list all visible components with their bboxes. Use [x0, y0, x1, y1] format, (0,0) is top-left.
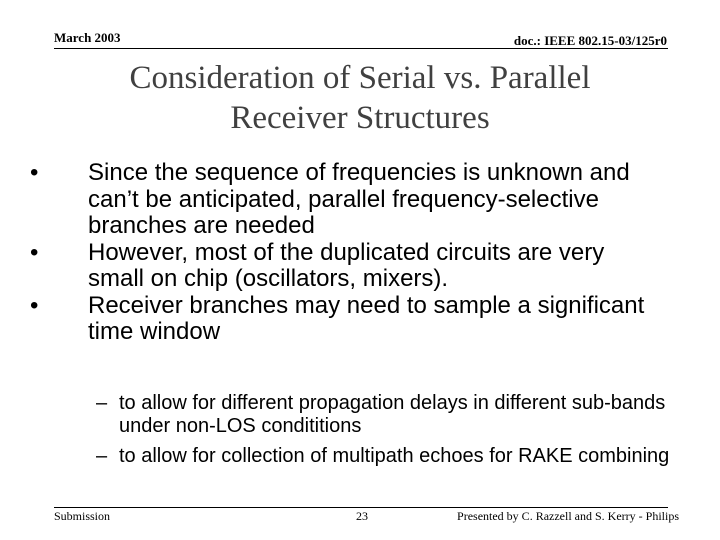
sub-bullet-item: [96, 392, 676, 437]
footer-submission: Submission: [54, 509, 111, 523]
sub-bullet-text: to allow for collection of multipath echoes for RAKE combining: [119, 445, 670, 467]
slide-title: [54, 58, 666, 138]
bullet-text: Receiver branches may need to sample a significant time window: [88, 291, 645, 345]
header-divider: [54, 48, 668, 49]
sub-bullet-marker: –: [96, 445, 108, 467]
bullet-marker: •: [30, 238, 39, 266]
bullet-marker: •: [30, 159, 39, 186]
sub-bullet-list: [96, 392, 676, 476]
slide-title-line-2: Receiver Structures: [230, 100, 490, 136]
bullet-item: [30, 293, 660, 346]
sub-bullet-text: to allow for different propagation delays in different sub-bands under non-LOS condititions: [119, 392, 666, 437]
sub-bullet-item: [96, 445, 676, 468]
bullet-list: [30, 160, 660, 346]
bullet-text: However, most of the duplicated circuits are very small on chip (oscillators, mixers).: [88, 238, 605, 292]
slide-title-line-1: Consideration of Serial vs. Parallel: [129, 60, 591, 96]
bullet-item: [30, 240, 660, 293]
bullet-text: Since the sequence of frequencies is unknown and can’t be anticipated, parallel frequency-selective branches are needed: [88, 159, 630, 239]
bullet-item: [30, 160, 660, 240]
footer-presenter: Presented by C. Razzell and S. Kerry - Philips: [457, 509, 679, 523]
footer-divider: [54, 507, 668, 508]
bullet-marker: •: [30, 291, 39, 319]
header-doc-id: doc.: IEEE 802.15-03/125r0: [513, 33, 667, 48]
sub-bullet-marker: –: [96, 392, 108, 414]
footer-page-number: 23: [356, 509, 368, 523]
header-date: March 2003: [54, 30, 121, 45]
